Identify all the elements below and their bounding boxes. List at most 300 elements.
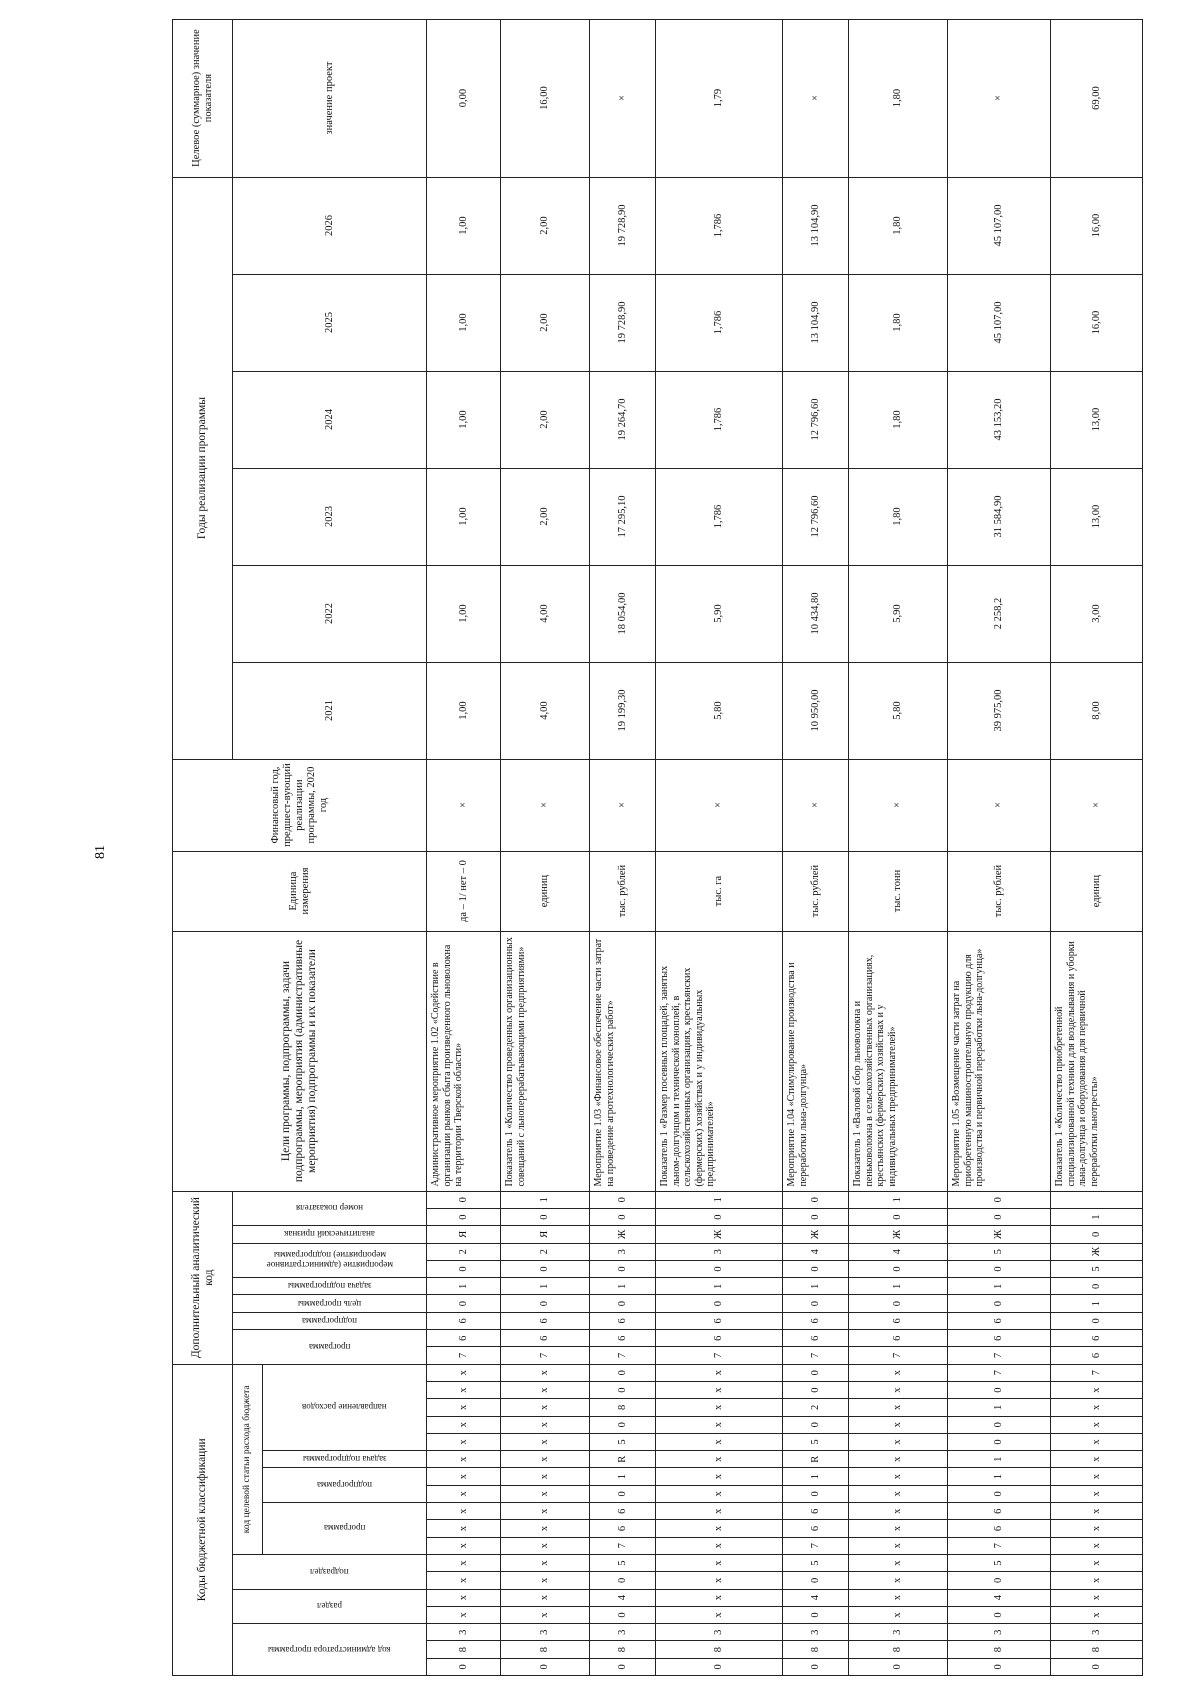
budget-code-digit: x — [849, 1416, 948, 1433]
program-goal-header: цель программы — [233, 1295, 427, 1312]
budget-code-digit: x — [1051, 1554, 1143, 1571]
row-year-value: 8,00 — [1051, 662, 1143, 759]
budget-code-digit: 3 — [849, 1624, 948, 1641]
extra-code-digit: 6 — [427, 1312, 501, 1329]
budget-code-digit: 8 — [656, 1641, 783, 1658]
budget-code-digit: x — [427, 1572, 501, 1589]
budget-code-digit: x — [427, 1416, 501, 1433]
budget-code-digit: 3 — [590, 1624, 656, 1641]
extra-code-digit: Ж — [590, 1226, 656, 1243]
extra-code-digit: 6 — [783, 1330, 849, 1347]
budget-code-digit: x — [656, 1520, 783, 1537]
budget-code-digit: x — [501, 1537, 590, 1554]
extra-code-digit: 1 — [948, 1278, 1051, 1295]
target-header: Целевое (суммарное) значение показателя — [173, 19, 233, 177]
row-year-value: 5,90 — [656, 565, 783, 662]
table-row — [501, 19, 590, 1675]
row-year-value: 12 796,60 — [783, 468, 849, 565]
row-year-value: 16,00 — [1051, 274, 1143, 371]
row-description: Показатель 1 «Валовой сбор льноволокна и пеньковолокна в сельскохозяйственных организациях, крестьянских (фермерских) хозяйствах и у индивидуальных предпринимателей» — [849, 931, 948, 1191]
extra-code-digit: 1 — [1051, 1208, 1143, 1225]
budget-code-digit: 0 — [948, 1658, 1051, 1675]
expense-direction-header: направление расходов — [263, 1364, 427, 1451]
budget-code-digit: 0 — [783, 1485, 849, 1502]
row-year-value: 10 434,80 — [783, 565, 849, 662]
target-sub-header: значение проект — [233, 19, 427, 177]
extra-code-digit: 0 — [849, 1295, 948, 1312]
extra-code-digit: 6 — [501, 1330, 590, 1347]
budget-code-digit: 7 — [948, 1364, 1051, 1381]
extra-code-digit: Ж — [656, 1226, 783, 1243]
budget-code-digit: x — [656, 1451, 783, 1468]
extra-code-digit: 0 — [427, 1295, 501, 1312]
budget-code-digit: 3 — [656, 1624, 783, 1641]
budget-code-digit: x — [849, 1606, 948, 1623]
row-year-value: 13 104,90 — [783, 274, 849, 371]
budget-code-digit: 7 — [948, 1537, 1051, 1554]
budget-code-digit: x — [427, 1537, 501, 1554]
extra-code-digit: 7 — [427, 1347, 501, 1364]
table-row — [590, 19, 656, 1675]
extra-code-digit: 5 — [948, 1243, 1051, 1260]
row-unit: тыс. рублей — [948, 851, 1051, 931]
row-year-value: 31 584,90 — [948, 468, 1051, 565]
budget-code-digit: 6 — [948, 1503, 1051, 1520]
row-year-value: 39 975,00 — [948, 662, 1051, 759]
budget-code-digit: x — [656, 1554, 783, 1571]
extra-subprogram-header: подпрограмма — [233, 1312, 427, 1329]
extra-code-digit: 6 — [656, 1312, 783, 1329]
extra-code-digit: 0 — [783, 1295, 849, 1312]
budget-code-digit: 0 — [783, 1364, 849, 1381]
extra-code-digit: 0 — [501, 1208, 590, 1225]
budget-code-digit: x — [849, 1451, 948, 1468]
budget-code-digit: 0 — [590, 1364, 656, 1381]
budget-code-digit: 6 — [948, 1520, 1051, 1537]
budget-code-digit: x — [501, 1606, 590, 1623]
budget-code-digit: 6 — [590, 1520, 656, 1537]
budget-code-digit: 8 — [590, 1399, 656, 1416]
row-year-value: 19 199,30 — [590, 662, 656, 759]
row-year-value: 45 107,00 — [948, 274, 1051, 371]
row-year-value: 1,786 — [656, 468, 783, 565]
row-year-value: 43 153,20 — [948, 371, 1051, 468]
extra-code-digit: 0 — [1051, 1278, 1143, 1295]
row-target: 1,80 — [849, 19, 948, 177]
extra-code-digit: 6 — [1051, 1347, 1143, 1364]
extra-code-digit: 6 — [501, 1312, 590, 1329]
budget-code-digit: x — [849, 1433, 948, 1450]
row-target: 1,79 — [656, 19, 783, 177]
budget-code-digit: 0 — [849, 1658, 948, 1675]
extra-code-digit: 0 — [656, 1208, 783, 1225]
row-unit: тыс. рублей — [783, 851, 849, 931]
budget-code-digit: 1 — [948, 1468, 1051, 1485]
budget-code-digit: x — [427, 1606, 501, 1623]
budget-code-digit: x — [501, 1485, 590, 1502]
extra-code-digit: 1 — [656, 1278, 783, 1295]
budget-code-digit: x — [656, 1433, 783, 1450]
row-year-value: 18 054,00 — [590, 565, 656, 662]
budget-code-digit: 0 — [948, 1485, 1051, 1502]
budget-code-digit: 4 — [783, 1589, 849, 1606]
extra-code-digit: 0 — [427, 1208, 501, 1225]
extra-code-digit: 6 — [590, 1312, 656, 1329]
extra-code-digit: 0 — [948, 1260, 1051, 1277]
extra-code-digit: 6 — [849, 1330, 948, 1347]
row-year-value: 4,00 — [501, 565, 590, 662]
budget-code-digit: x — [849, 1364, 948, 1381]
budget-code-digit: x — [849, 1468, 948, 1485]
row-year-value: 1,786 — [656, 371, 783, 468]
budget-code-digit: 5 — [783, 1433, 849, 1450]
row-target: 0,00 — [427, 19, 501, 177]
budget-code-digit: 0 — [590, 1658, 656, 1675]
row-year-value: 45 107,00 — [948, 177, 1051, 274]
row-unit: единиц — [1051, 851, 1143, 931]
extra-code-digit: Ж — [1051, 1243, 1143, 1260]
year-2023-header: 2023 — [233, 468, 427, 565]
row-year-value: 2,00 — [501, 468, 590, 565]
extra-code-digit: 1 — [501, 1191, 590, 1208]
budget-code-digit: 0 — [948, 1433, 1051, 1450]
row-year-value: 5,90 — [849, 565, 948, 662]
row-year-value: 2 258,2 — [948, 565, 1051, 662]
extra-code-digit: 6 — [948, 1312, 1051, 1329]
row-year-value: 19 728,90 — [590, 274, 656, 371]
budget-code-digit: 3 — [948, 1624, 1051, 1641]
row-target: × — [783, 19, 849, 177]
extra-code-digit: 0 — [783, 1208, 849, 1225]
extra-code-digit: Ж — [948, 1226, 1051, 1243]
row-description: Административное мероприятие 1.02 «Содействие в организации рынков сбыта произведенного льноволокна на территории Тверской области» — [427, 931, 501, 1191]
extra-code-digit: 3 — [656, 1243, 783, 1260]
years-header: Годы реализации программы — [173, 177, 233, 759]
budget-code-digit: x — [656, 1572, 783, 1589]
extra-code-digit: 7 — [783, 1347, 849, 1364]
budget-code-digit: x — [501, 1451, 590, 1468]
activity-header: мероприятие (административное мероприятие) подпрограммы — [233, 1243, 427, 1278]
extra-code-digit: 7 — [656, 1347, 783, 1364]
budget-code-digit: x — [501, 1399, 590, 1416]
row-target: × — [590, 19, 656, 177]
row-year-value: 5,80 — [849, 662, 948, 759]
extra-code-digit: 0 — [590, 1208, 656, 1225]
row-unit: единиц — [501, 851, 590, 931]
row-target: 69,00 — [1051, 19, 1143, 177]
budget-code-digit: 0 — [783, 1381, 849, 1398]
extra-code-digit: 6 — [948, 1330, 1051, 1347]
budget-code-digit: x — [1051, 1503, 1143, 1520]
extra-code-digit: Ж — [783, 1226, 849, 1243]
budget-code-digit: 3 — [783, 1624, 849, 1641]
extra-code-digit: 4 — [783, 1243, 849, 1260]
budget-code-digit: 0 — [427, 1658, 501, 1675]
extra-code-digit: 0 — [1051, 1226, 1143, 1243]
extra-code-digit: 2 — [427, 1243, 501, 1260]
extra-code-digit: 0 — [1051, 1312, 1143, 1329]
budget-code-digit: 6 — [783, 1520, 849, 1537]
row-fin-year: × — [656, 759, 783, 851]
extra-code-digit: 0 — [427, 1191, 501, 1208]
subsection-header: подраздел — [233, 1554, 427, 1589]
row-description: Показатель 1 «Количество приобретенной специализированной техники для возделывания и уборки льна-долгунца и оборудования для первичной переработки льнотресты» — [1051, 931, 1143, 1191]
extra-code-digit — [1051, 1191, 1143, 1208]
budget-codes-header: Коды бюджетной классификации — [173, 1364, 233, 1675]
budget-code-digit: x — [427, 1433, 501, 1450]
row-description: Мероприятие 1.03 «Финансовое обеспечение части затрат на проведение агротехнологических работ» — [590, 931, 656, 1191]
extra-code-digit: 0 — [948, 1295, 1051, 1312]
table-row — [948, 19, 1051, 1675]
row-year-value: 13,00 — [1051, 371, 1143, 468]
budget-code-digit: 6 — [783, 1503, 849, 1520]
budget-code-digit: 3 — [501, 1624, 590, 1641]
year-2022-header: 2022 — [233, 565, 427, 662]
extra-code-digit: 5 — [1051, 1260, 1143, 1277]
budget-code-digit: x — [656, 1399, 783, 1416]
row-year-value: 19 728,90 — [590, 177, 656, 274]
row-year-value: 4,00 — [501, 662, 590, 759]
extra-code-digit: 0 — [948, 1191, 1051, 1208]
budget-code-digit: 0 — [948, 1416, 1051, 1433]
budget-code-digit: R — [783, 1451, 849, 1468]
extra-code-digit: 0 — [849, 1260, 948, 1277]
budget-code-digit: 1 — [590, 1468, 656, 1485]
budget-code-digit: x — [849, 1485, 948, 1502]
budget-code-digit: 1 — [783, 1468, 849, 1485]
budget-code-digit: x — [849, 1572, 948, 1589]
table-row — [783, 19, 849, 1675]
year-2021-header: 2021 — [233, 662, 427, 759]
budget-code-digit: 0 — [590, 1416, 656, 1433]
row-fin-year: × — [590, 759, 656, 851]
row-year-value: 17 295,10 — [590, 468, 656, 565]
budget-code-digit: x — [656, 1364, 783, 1381]
admin-code-header: код администратора программы — [233, 1624, 427, 1676]
budget-code-digit: x — [656, 1606, 783, 1623]
extra-code-digit: Я — [427, 1226, 501, 1243]
subprogram-code-header: подпрограмма — [263, 1468, 427, 1503]
budget-code-digit: x — [501, 1589, 590, 1606]
budget-code-digit: 1 — [948, 1451, 1051, 1468]
subprogram-task-header: задача подпрограммы — [263, 1451, 427, 1468]
extra-code-digit: 0 — [656, 1260, 783, 1277]
budget-code-digit: x — [849, 1503, 948, 1520]
extra-code-digit: Я — [501, 1226, 590, 1243]
budget-code-digit: x — [1051, 1520, 1143, 1537]
budget-code-digit: 0 — [948, 1572, 1051, 1589]
budget-code-digit: 5 — [590, 1554, 656, 1571]
extra-code-digit: 6 — [427, 1330, 501, 1347]
budget-code-digit: x — [1051, 1433, 1143, 1450]
budget-code-digit: 8 — [427, 1641, 501, 1658]
budget-code-digit: x — [501, 1381, 590, 1398]
budget-code-digit: 6 — [590, 1503, 656, 1520]
budget-code-digit: x — [656, 1503, 783, 1520]
budget-code-digit: x — [1051, 1537, 1143, 1554]
row-fin-year: × — [783, 759, 849, 851]
budget-code-digit: x — [656, 1468, 783, 1485]
extra-code-digit: 0 — [427, 1260, 501, 1277]
row-year-value: 1,00 — [427, 274, 501, 371]
budget-code-digit: 5 — [948, 1554, 1051, 1571]
row-year-value: 1,00 — [427, 177, 501, 274]
table-row — [656, 19, 783, 1675]
extra-code-digit: 1 — [427, 1278, 501, 1295]
row-year-value: 1,80 — [849, 468, 948, 565]
budget-code-digit: x — [656, 1381, 783, 1398]
extra-code-digit: 1 — [501, 1278, 590, 1295]
budget-code-digit: x — [849, 1537, 948, 1554]
budget-code-digit: 8 — [849, 1641, 948, 1658]
budget-code-digit: 4 — [948, 1589, 1051, 1606]
target-article-header: код целевой статьи расхода бюджета — [233, 1364, 263, 1554]
budget-code-digit: x — [427, 1381, 501, 1398]
indicator-number-header: номер показателя — [233, 1191, 427, 1226]
budget-code-digit: 3 — [1051, 1624, 1143, 1641]
extra-code-digit: 0 — [783, 1260, 849, 1277]
budget-code-digit: x — [656, 1416, 783, 1433]
row-year-value: 1,00 — [427, 662, 501, 759]
budget-code-digit: x — [1051, 1416, 1143, 1433]
budget-code-digit: x — [501, 1554, 590, 1571]
budget-code-digit: 0 — [590, 1572, 656, 1589]
extra-code-digit: Ж — [849, 1226, 948, 1243]
budget-code-digit: 0 — [948, 1381, 1051, 1398]
budget-code-digit: x — [427, 1503, 501, 1520]
budget-code-digit: x — [1051, 1381, 1143, 1398]
budget-code-digit: x — [849, 1554, 948, 1571]
budget-code-digit: 8 — [783, 1641, 849, 1658]
row-fin-year: × — [1051, 759, 1143, 851]
row-year-value: 10 950,00 — [783, 662, 849, 759]
row-year-value: 1,80 — [849, 371, 948, 468]
extra-code-digit: 7 — [948, 1347, 1051, 1364]
extra-code-digit: 1 — [1051, 1295, 1143, 1312]
table-row — [849, 19, 948, 1675]
year-2024-header: 2024 — [233, 371, 427, 468]
budget-code-digit: x — [427, 1554, 501, 1571]
row-description: Мероприятие 1.04 «Стимулирование производства и переработки льна-долгунца» — [783, 931, 849, 1191]
budget-code-digit: 7 — [783, 1537, 849, 1554]
budget-code-digit: x — [1051, 1606, 1143, 1623]
budget-code-digit: x — [501, 1416, 590, 1433]
year-2026-header: 2026 — [233, 177, 427, 274]
extra-code-digit: 0 — [590, 1295, 656, 1312]
budget-code-digit: x — [501, 1572, 590, 1589]
row-year-value: 13 104,90 — [783, 177, 849, 274]
analytic-sign-header: аналитический признак — [233, 1226, 427, 1243]
extra-code-digit: 0 — [948, 1208, 1051, 1225]
extra-code-digit: 0 — [849, 1208, 948, 1225]
row-year-value: 1,00 — [427, 565, 501, 662]
budget-code-digit: 0 — [590, 1485, 656, 1502]
extra-code-digit: 0 — [783, 1191, 849, 1208]
budget-code-digit: x — [1051, 1485, 1143, 1502]
extra-code-digit: 6 — [783, 1312, 849, 1329]
row-description: Показатель 1 «Количество проведенных организационных совещаний с льноперерабатывающими предприятиями» — [501, 931, 590, 1191]
budget-code-digit: 0 — [948, 1606, 1051, 1623]
extra-code-digit: 6 — [1051, 1330, 1143, 1347]
budget-code-digit: 2 — [783, 1399, 849, 1416]
budget-code-digit: 3 — [427, 1624, 501, 1641]
row-year-value: 1,00 — [427, 468, 501, 565]
budget-code-digit: x — [1051, 1399, 1143, 1416]
budget-code-digit: x — [656, 1485, 783, 1502]
extra-code-header: Дополнительный аналитический код — [173, 1191, 233, 1364]
budget-code-digit: 0 — [783, 1606, 849, 1623]
row-unit: тыс. га — [656, 851, 783, 931]
budget-code-digit: 1 — [948, 1399, 1051, 1416]
budget-code-digit: x — [427, 1485, 501, 1502]
extra-code-digit: 1 — [783, 1278, 849, 1295]
row-target: 16,00 — [501, 19, 590, 177]
row-year-value: 3,00 — [1051, 565, 1143, 662]
extra-code-digit: 0 — [501, 1295, 590, 1312]
row-year-value: 16,00 — [1051, 177, 1143, 274]
budget-code-digit: x — [427, 1520, 501, 1537]
row-year-value: 13,00 — [1051, 468, 1143, 565]
budget-code-digit: 7 — [1051, 1364, 1143, 1381]
budget-code-digit: R — [590, 1451, 656, 1468]
year-2025-header: 2025 — [233, 274, 427, 371]
budget-code-digit: x — [427, 1589, 501, 1606]
program-code-header: программа — [263, 1503, 427, 1555]
goals-header: Цели программы, подпрограммы, задачи подпрограммы, мероприятия (административные мероприятия) подпрограммы и их показатели — [173, 931, 427, 1191]
extra-code-digit: 1 — [590, 1278, 656, 1295]
extra-code-digit: 2 — [501, 1243, 590, 1260]
extra-code-digit: 6 — [590, 1330, 656, 1347]
row-year-value: 2,00 — [501, 371, 590, 468]
rotated-table-wrapper — [172, 29, 1102, 1676]
row-year-value: 12 796,60 — [783, 371, 849, 468]
budget-code-digit: x — [1051, 1589, 1143, 1606]
budget-code-digit: x — [849, 1589, 948, 1606]
budget-code-digit: 8 — [501, 1641, 590, 1658]
budget-code-digit: 5 — [783, 1554, 849, 1571]
row-year-value: 1,80 — [849, 177, 948, 274]
budget-code-digit: 7 — [590, 1537, 656, 1554]
extra-program-header: программа — [233, 1330, 427, 1365]
row-year-value: 5,80 — [656, 662, 783, 759]
extra-code-digit: 0 — [501, 1260, 590, 1277]
row-year-value: 1,786 — [656, 274, 783, 371]
extra-code-digit: 7 — [849, 1347, 948, 1364]
budget-code-digit: x — [656, 1589, 783, 1606]
section-header: раздел — [233, 1589, 427, 1624]
budget-code-digit: 8 — [1051, 1641, 1143, 1658]
budget-code-digit: x — [1051, 1451, 1143, 1468]
budget-code-digit: x — [427, 1364, 501, 1381]
extra-code-digit: 6 — [656, 1330, 783, 1347]
table-row — [1051, 19, 1143, 1675]
budget-code-digit: x — [501, 1433, 590, 1450]
budget-code-digit: x — [427, 1399, 501, 1416]
extra-code-digit: 0 — [590, 1191, 656, 1208]
table-row — [427, 19, 501, 1675]
extra-code-digit: 7 — [501, 1347, 590, 1364]
row-year-value: 2,00 — [501, 274, 590, 371]
budget-code-digit: x — [849, 1399, 948, 1416]
fin-year-header: Финансовый год, предшест-вующий реализации программы, 2020 год — [173, 759, 427, 851]
row-fin-year: × — [427, 759, 501, 851]
row-description: Показатель 1 «Размер посевных площадей, занятых льном-долгунцом и технической коноплей, в сельскохозяйственных организациях, крестьянских (фермерских) хозяйствах и у индивидуальных предпринимателей» — [656, 931, 783, 1191]
budget-code-digit: 0 — [783, 1572, 849, 1589]
row-year-value: 1,00 — [427, 371, 501, 468]
extra-code-digit: 1 — [849, 1191, 948, 1208]
extra-code-digit: 6 — [849, 1312, 948, 1329]
row-year-value: 1,786 — [656, 177, 783, 274]
